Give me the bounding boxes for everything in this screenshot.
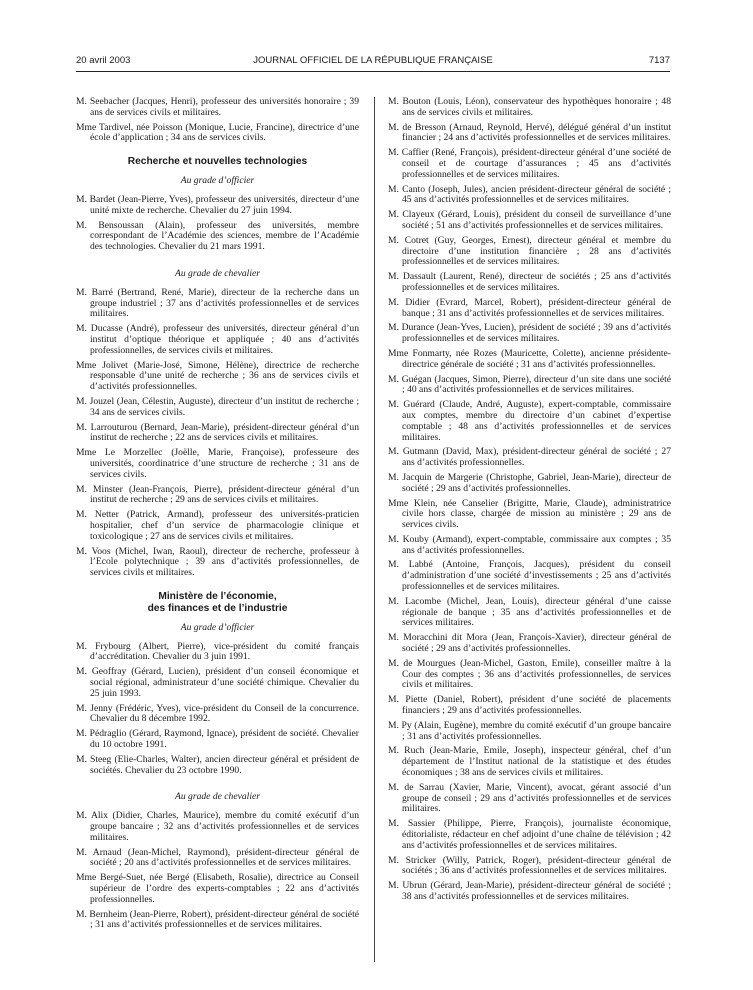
list-item: M. Seebacher (Jacques, Henri), professeur des universités honoraire ; 39 ans de services civils et militaires.	[76, 96, 359, 118]
list-item: M. Bouton (Louis, Léon), conservateur des hypothèques honoraire ; 48 ans de services civils et militaires.	[388, 96, 671, 118]
section-heading-line: Ministère de l’économie,	[158, 590, 277, 602]
left-column	[76, 97, 359, 935]
list-item: M. Bensoussan (Alain), professeur des universités, membre correspondant de l’Académie des sciences, membre de l’Académie des technologies. Chevalier du 21 mars 1991.	[76, 219, 359, 253]
list-item: M. Bardet (Jean-Pierre, Yves), professeur des universités, directeur d’une unité mixte de recherche. Chevalier du 27 juin 1994.	[76, 193, 359, 216]
list-item: Mme Jolivet (Marie-José, Simone, Hélène), directrice de recherche responsable d’une unité de recherche ; 36 ans de services civils et d’activités professionnelles.	[76, 359, 359, 393]
list-item: Mme Bergé-Suet, née Bergé (Elisabeth, Rosalie), directrice au Conseil supérieur de l’ordre des experts-comptables ; 22 ans d’activités professionnelles.	[76, 872, 359, 905]
list-item: M. Minster (Jean-François, Pierre), président-directeur général d’un institut de recherche ; 29 ans de services civils et militaires.	[76, 483, 359, 506]
grade-heading-officier: Au grade d’officier	[180, 175, 255, 187]
list-item: M. Alix (Didier, Charles, Maurice), membre du comité exécutif d’un groupe bancaire ; 32 ans d’activités professionnelles et de services militaires.	[76, 810, 359, 843]
list-item: M. Arnaud (Jean-Michel, Raymond), président-directeur général de société ; 20 ans d’activités professionnelles et de services militaires.	[76, 846, 359, 869]
section-heading-economie	[76, 591, 359, 615]
list-item: M. Sassier (Philippe, Pierre, François), journaliste économique, éditorialiste, rédacteur en chef adjoint d’une chaîne de télévision ; 42 ans d’activités professionnelles et de services militaires.	[388, 818, 671, 851]
list-item: M. Ubrun (Gérard, Jean-Marie), président-directeur général de société ; 38 ans d’activités professionnelles et de services militaires.	[388, 880, 671, 902]
list-item: M. Stricker (Willy, Patrick, Roger), président-directeur général de sociétés ; 36 ans d’activités professionnelles et de services militaires.	[388, 854, 671, 877]
list-item: M. Moracchini dit Mora (Jean, François-Xavier), directeur général de société ; 29 ans d’activités professionnelles.	[388, 632, 671, 655]
list-item: M. Durance (Jean-Yves, Lucien), président de société ; 39 ans d’activités professionnelles et de services militaires.	[388, 322, 671, 345]
list-item: M. Ducasse (André), professeur des universités, directeur général d’un institut d’optique théorique et appliquée ; 40 ans d’activités professionnelles, de services civils et militaires.	[76, 323, 359, 356]
list-item: M. Dassault (Laurent, René), directeur de sociétés ; 25 ans d’activités professionnelles et de services militaires.	[388, 271, 671, 293]
list-item: M. de Mourgues (Jean-Michel, Gaston, Emile), conseiller maître à la Cour des comptes ; 36 ans d’activités professionnelles, de services civils et militaires.	[388, 657, 671, 691]
list-item: M. Didier (Evrard, Marcel, Robert), président-directeur général de banque ; 31 ans d’activités professionnelles et de services militaires.	[388, 296, 671, 319]
list-item: M. Guégan (Jacques, Simon, Pierre), directeur d’un site dans une société ; 40 ans d’activités professionnelles et de services militaires.	[388, 373, 671, 396]
list-item: Mme Fonmarty, née Rozes (Mauricette, Colette), ancienne présidente-directrice générale de société ; 31 ans d’activités professionnelles.	[388, 347, 671, 370]
header-rule	[76, 71, 670, 72]
list-item: M. Labbé (Antoine, François, Jacques), président du conseil d’administration d’une société d’investissements ; 25 ans d’activités professionnelles et de services militaires.	[388, 559, 671, 593]
list-item: M. Kouby (Armand), expert-comptable, commissaire aux comptes ; 35 ans d’activités professionnelles.	[388, 533, 671, 556]
list-item: M. Caffier (René, François), président-directeur général d’une société de conseil et de courtage d’assurances ; 45 ans d’activités professionnelles et de services militaires.	[388, 147, 671, 180]
list-item: M. Ruch (Jean-Marie, Emile, Joseph), inspecteur général, chef d’un département de l’Institut national de la statistique et des études économiques ; 38 ans de services civils et militaires.	[388, 745, 671, 779]
list-item: Mme Tardivel, née Poisson (Monique, Lucie, Francine), directrice d’une école d’application ; 34 ans de services civils.	[76, 121, 359, 144]
list-item: M. Jacquin de Margerie (Christophe, Gabriel, Jean-Marie), directeur de société ; 29 ans d’activités professionnelles.	[388, 471, 671, 494]
column-divider	[374, 97, 375, 962]
list-item: M. Pédraglio (Gérard, Raymond, Ignace), président de société. Chevalier du 10 octobre 1991.	[76, 728, 359, 751]
list-item: M. Jenny (Frédéric, Yves), vice-président du Conseil de la concurrence. Chevalier du 8 décembre 1992.	[76, 702, 359, 725]
list-item: M. Voos (Michel, Iwan, Raoul), directeur de recherche, professeur à l’Ecole polytechnique ; 39 ans d’activités professionnelles, de services civils et militaires.	[76, 545, 359, 579]
list-item: M. Piette (Daniel, Robert), président d’une société de placements financiers ; 29 ans d’activités professionnelles.	[388, 694, 671, 717]
section-heading-recherche: Recherche et nouvelles technologies	[127, 156, 308, 168]
journal-title: JOURNAL OFFICIEL DE LA RÉPUBLIQUE FRANÇAISE	[253, 55, 493, 66]
list-item: M. de Bresson (Arnaud, Reynold, Hervé), délégué général d’un institut financier ; 24 ans d’activités professionnelles et de services militaires.	[388, 121, 671, 144]
list-item: M. Larrouturou (Bernard, Jean-Marie), président-directeur général d’un institut de recherche ; 22 ans de services civils et militaires.	[76, 421, 359, 444]
list-item: M. Frybourg (Albert, Pierre), vice-président du comité français d’accréditation. Chevalier du 3 juin 1991.	[76, 640, 359, 663]
page-header	[76, 55, 670, 69]
list-item: M. de Sarrau (Xavier, Marie, Vincent), avocat, gérant associé d’un groupe de conseil ; 29 ans d’activités professionnelles et de services militaires.	[388, 781, 671, 815]
list-item: M. Gutmann (David, Max), président-directeur général de société ; 27 ans d’activités professionnelles.	[388, 446, 671, 469]
list-item: M. Bernheim (Jean-Pierre, Robert), président-directeur général de société ; 31 ans d’activités professionnelles et de services militaires.	[76, 908, 359, 931]
list-item: M. Barré (Bertrand, René, Marie), directeur de la recherche dans un groupe industriel ; 37 ans d’activités professionnelles et de services militaires.	[76, 286, 359, 320]
list-item: M. Cotret (Guy, Georges, Ernest), directeur général et membre du directoire d’une institution financière ; 28 ans d’activités professionnelles et de services militaires.	[388, 234, 671, 268]
grade-heading-chevalier: Au grade de chevalier	[175, 267, 260, 279]
list-item: M. Jouzel (Jean, Célestin, Auguste), directeur d’un institut de recherche ; 34 ans de services civils.	[76, 395, 359, 418]
list-item: M. Geoffray (Gérard, Lucien), président d’un conseil économique et social régional, administrateur d’une société chimique. Chevalier du 25 juin 1993.	[76, 666, 359, 699]
grade-heading-chevalier: Au grade de chevalier	[175, 791, 260, 803]
list-item: M. Netter (Patrick, Armand), professeur des universités-praticien hospitalier, chef d’un service de pharmacologie clinique et toxicologique ; 27 ans de services civils et militaires.	[76, 509, 359, 542]
list-item: Mme Le Morzellec (Joëlle, Marie, Françoise), professeure des universités, coordinatrice d’une structure de recherche ; 31 ans de services civils.	[76, 447, 359, 480]
list-item: Mme Klein, née Canselier (Brigitte, Marie, Claude), administratrice civile hors classe, chargée de mission au ministère ; 29 ans de services civils.	[388, 497, 671, 531]
right-column	[388, 97, 671, 907]
list-item: M. Canto (Joseph, Jules), ancien président-directeur général de société ; 45 ans d’activités professionnelles et de services militaires.	[388, 183, 671, 206]
list-item: M. Lacombe (Michel, Jean, Louis), directeur général d’une caisse régionale de banque ; 35 ans d’activités professionnelles et de services militaires.	[388, 595, 671, 629]
list-item: M. Steeg (Elie-Charles, Walter), ancien directeur général et président de sociétés. Chevalier du 23 octobre 1990.	[76, 753, 359, 776]
list-item: M. Clayeux (Gérard, Louis), président du conseil de surveillance d’une société ; 51 ans d’activités professionnelles et de services militaires.	[388, 209, 671, 231]
list-item: M. Guérard (Claude, André, Auguste), expert-comptable, commissaire aux comptes, membre du directoire d’un cabinet d’expertise comptable ; 48 ans d’activités professionnelles et de services militaires.	[388, 399, 671, 443]
grade-heading-officier: Au grade d’officier	[180, 621, 255, 633]
section-heading-line: des finances et de l’industrie	[147, 602, 288, 614]
publication-date: 20 avril 2003	[76, 55, 131, 66]
page-number: 7137	[648, 55, 670, 66]
list-item: M. Py (Alain, Eugène), membre du comité exécutif d’un groupe bancaire ; 31 ans d’activités professionnelles.	[388, 719, 671, 742]
